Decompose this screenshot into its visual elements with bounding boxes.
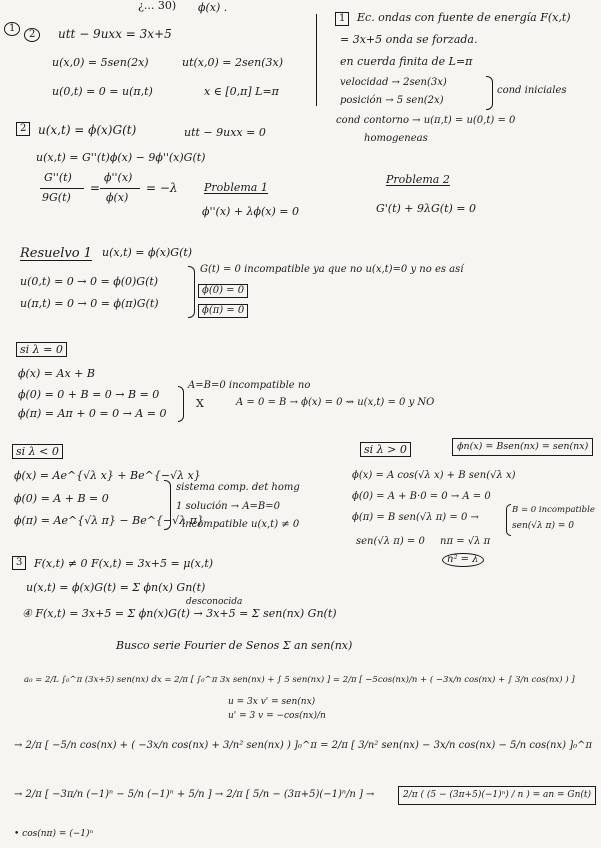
section-number-2: 2: [16, 122, 30, 136]
intro-velocity: velocidad → 2sen(3x): [340, 77, 447, 88]
lambda-positive-general: ϕ(x) = A cos(√λ x) + B sen(√λ x): [352, 470, 516, 481]
intro-line-1: Ec. ondas con fuente de energía F(x,t): [357, 11, 571, 24]
lambda-negative-bc2: ϕ(π) = Ae^{√λ π} − Be^{−√λ π}: [14, 514, 204, 527]
initial-velocity: ut(x,0) = 2sen(3x): [182, 56, 284, 69]
brace: [486, 76, 493, 110]
fraction-bar: [40, 188, 84, 189]
problem-2-title: Problema 2: [386, 173, 450, 186]
intro-homogeneous: homogeneas: [364, 133, 428, 144]
lambda-positive-note-1: B = 0 incompatible: [512, 505, 595, 515]
fourier-sine-series: Busco serie Fourier de Senos Σ an sen(nx): [116, 639, 353, 652]
separation-constant: = −λ: [146, 181, 178, 195]
resuelvo-title: Resuelvo 1: [20, 246, 92, 261]
brace: [188, 266, 195, 318]
resuelvo-gt-zero: G(t) = 0 incompatible ya que no u(x,t)=0 y no es así: [200, 264, 464, 275]
evaluated-expression: → 2/π [ −5/n cos(nx) + ( −3x/n cos(nx) + 3/n² sen(nx) ) ]₀^π = 2/π [ 3/n² sen(nx) − 3x/n cos(nx) − 5/n cos(nx) ]₀^π: [14, 740, 593, 751]
wave-equation: utt − 9uxx = 3x+5: [58, 27, 172, 41]
problem-1-title: Problema 1: [204, 181, 268, 194]
series-solution: u(x,t) = ϕ(x)G(t) = Σ ϕn(x) Gn(t): [26, 581, 206, 594]
simplified-expression: → 2/π [ −3π/n (−1)ⁿ − 5/n (−1)ⁿ + 5/n ] → 2/π [ 5/n − (3π+5)(−1)ⁿ/n ] →: [14, 789, 375, 800]
fraction-1-numerator: G''(t): [44, 171, 72, 184]
domain: x ∈ [0,π] L=π: [204, 85, 279, 98]
header-fragment: ¿... 30): [138, 0, 177, 12]
lambda-negative-note-1: sistema comp. det homg: [176, 482, 300, 493]
lambda-zero-note-1: A=B=0 incompatible no: [188, 380, 311, 391]
forcing-expansion: ④ F(x,t) = 3x+5 = Σ ϕn(x)G(t) → 3x+5 = Σ sen(nx) Gn(t): [22, 607, 337, 620]
unknown-label: desconocida: [186, 597, 243, 607]
intro-line-3: en cuerda finita de L=π: [340, 55, 473, 68]
initial-position: u(x,0) = 5sen(2x): [52, 56, 149, 69]
intro-position: posición → 5 sen(2x): [340, 95, 444, 106]
resuelvo-bc-left: u(0,t) = 0 → 0 = ϕ(0)G(t): [20, 275, 159, 288]
brace: [178, 386, 184, 422]
lambda-zero-general: ϕ(x) = Ax + B: [18, 367, 95, 380]
forcing-term: F(x,t) ≠ 0 F(x,t) = 3x+5 = μ(x,t): [34, 557, 214, 570]
intro-boundary: cond contorno → u(π,t) = u(0,t) = 0: [336, 115, 516, 126]
lambda-zero-note-2: A = 0 = B → ϕ(x) = 0 ⇝ u(x,t) = 0 y NO: [236, 397, 435, 408]
footnote: • cos(nπ) = (−1)ⁿ: [14, 829, 94, 839]
brace: [506, 504, 511, 536]
case-lambda-positive: si λ > 0: [360, 442, 411, 457]
lambda-positive-bc2: ϕ(π) = B sen(√λ π) = 0 →: [352, 512, 479, 523]
final-coefficient-result: 2/π ( (5 − (3π+5)(−1)ⁿ) / n ) = an = Gn(t): [398, 786, 596, 805]
lambda-positive-condition: sen(√λ π) = 0: [356, 536, 425, 547]
integration-by-parts-1: u = 3x v' = sen(nx): [228, 697, 316, 707]
eigenvalue-result: n² = λ: [442, 553, 484, 567]
case-lambda-negative: si λ < 0: [12, 444, 63, 459]
resuelvo-ansatz: u(x,t) = ϕ(x)G(t): [102, 246, 193, 259]
coefficient-integral: a₀ = 2/L ∫₀^π (3x+5) sen(nx) dx = 2/π [ ∫₀^π 3x sen(nx) + ∫ 5 sen(nx) ] = 2/π [ −5cos(nx)/n + ( −3x/n cos(nx) + ∫ 3/n cos(nx) ) ]: [24, 675, 575, 685]
lambda-negative-note-2: 1 solución → A=B=0: [176, 501, 281, 512]
fraction-bar-2: [100, 188, 140, 189]
resuelvo-bc-right: u(π,t) = 0 → 0 = ϕ(π)G(t): [20, 297, 159, 310]
homogeneous-equation: utt − 9uxx = 0: [184, 126, 266, 139]
section-number-1: 1: [335, 12, 349, 26]
circled-marker-1: 1: [4, 22, 20, 36]
lambda-positive-bc1: ϕ(0) = A + B·0 = 0 → A = 0: [352, 491, 491, 502]
fraction-1-denominator: 9G(t): [42, 191, 71, 204]
resuelvo-phi0: ϕ(0) = 0: [198, 284, 248, 298]
problem-2-equation: G'(t) + 9λG(t) = 0: [376, 202, 476, 215]
resuelvo-phipi: ϕ(π) = 0: [198, 304, 248, 318]
case-lambda-zero: si λ = 0: [16, 342, 67, 357]
brace: [164, 480, 171, 530]
boundary-conditions: u(0,t) = 0 = u(π,t): [52, 85, 153, 98]
substituted-equation: u(x,t) = G''(t)ϕ(x) − 9ϕ''(x)G(t): [36, 151, 206, 164]
integration-by-parts-2: u' = 3 v = −cos(nx)/n: [228, 711, 326, 721]
lambda-negative-general: ϕ(x) = Ae^{√λ x} + Be^{−√λ x}: [14, 469, 201, 482]
header-fragment-2: ϕ(x) .: [198, 1, 228, 14]
lambda-zero-bc2: ϕ(π) = Aπ + 0 = 0 → A = 0: [18, 407, 167, 420]
separation-ansatz: u(x,t) = ϕ(x)G(t): [38, 123, 137, 137]
section-number-3: 3: [12, 556, 26, 570]
lambda-negative-bc1: ϕ(0) = A + B = 0: [14, 492, 109, 505]
problem-1-equation: ϕ''(x) + λϕ(x) = 0: [202, 205, 300, 218]
equals-sign: =: [90, 181, 101, 195]
divider-brace: [316, 14, 317, 106]
lambda-positive-note-2: sen(√λ π) = 0: [512, 521, 574, 531]
lambda-zero-bc1: ϕ(0) = 0 + B = 0 → B = 0: [18, 388, 160, 401]
intro-cond-iniciales: cond iniciales: [497, 85, 567, 96]
fraction-2-numerator: ϕ''(x): [104, 171, 133, 184]
lambda-positive-solution: nπ = √λ π: [440, 536, 491, 547]
cross-mark: X: [196, 397, 204, 410]
eigenfunction-result: ϕn(x) = Bsen(nx) = sen(nx): [452, 438, 593, 456]
fraction-2-denominator: ϕ(x): [106, 191, 129, 204]
intro-line-2: = 3x+5 onda se forzada.: [340, 33, 478, 46]
lambda-negative-note-3: incompatible u(x,t) ≠ 0: [182, 519, 300, 530]
circled-marker-2: 2: [24, 28, 40, 42]
